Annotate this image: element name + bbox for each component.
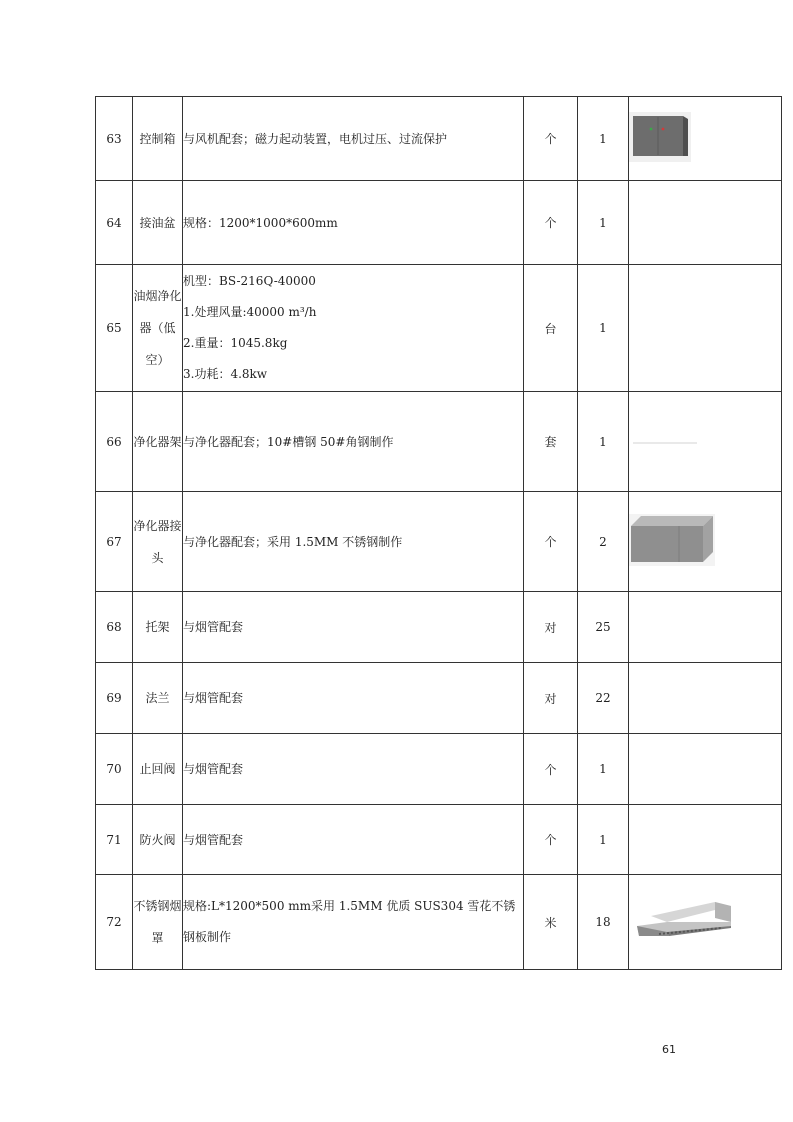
item-image-cell [629, 97, 782, 181]
item-description [183, 265, 524, 392]
item-image-cell [629, 663, 782, 734]
description-line: 与烟管配套 [183, 762, 244, 776]
page-number: 61 [662, 1043, 676, 1056]
item-quantity: 1 [578, 392, 629, 492]
description-line: 1.处理风量:40000 m³/h [183, 305, 317, 319]
item-quantity: 18 [578, 875, 629, 970]
table-row [96, 875, 782, 970]
item-number: 66 [96, 392, 133, 492]
item-description [183, 492, 524, 592]
description-line: 规格：1200*1000*600mm [183, 215, 338, 230]
item-unit: 对 [524, 592, 578, 663]
table-row [96, 181, 782, 265]
item-unit: 个 [524, 805, 578, 875]
item-number: 72 [96, 875, 133, 970]
item-description [183, 663, 524, 734]
hood-image [629, 896, 735, 946]
item-unit: 个 [524, 97, 578, 181]
item-image-cell [629, 734, 782, 805]
description-line: 与净化器配套；采用 1.5MM 不锈钢制作 [183, 534, 403, 549]
item-name: 止回阀 [133, 734, 183, 805]
item-image-cell [629, 392, 782, 492]
item-number: 64 [96, 181, 133, 265]
item-quantity: 1 [578, 734, 629, 805]
item-name: 净化器接头 [133, 492, 183, 592]
description-line: 规格:L*1200*500 mm采用 1.5MM 优质 SUS304 雪花不锈钢板制作 [183, 899, 516, 944]
item-quantity: 25 [578, 592, 629, 663]
rack-image [629, 440, 699, 446]
description-line: 3.功耗：4.8kw [183, 367, 268, 381]
item-unit: 个 [524, 181, 578, 265]
item-number: 69 [96, 663, 133, 734]
description-line: 2.重量：1045.8kg [183, 336, 288, 350]
item-unit: 米 [524, 875, 578, 970]
control-box-image [629, 112, 691, 162]
table-row [96, 265, 782, 392]
item-number: 65 [96, 265, 133, 392]
connector-image [629, 514, 715, 566]
item-number: 68 [96, 592, 133, 663]
table-row [96, 663, 782, 734]
table-row [96, 805, 782, 875]
item-number: 63 [96, 97, 133, 181]
item-name: 不锈钢烟罩 [133, 875, 183, 970]
item-image-cell [629, 805, 782, 875]
item-name: 净化器架 [133, 392, 183, 492]
item-name: 法兰 [133, 663, 183, 734]
item-unit: 个 [524, 734, 578, 805]
table-row [96, 734, 782, 805]
item-description [183, 181, 524, 265]
item-image-cell [629, 181, 782, 265]
item-image-cell [629, 592, 782, 663]
table-row [96, 592, 782, 663]
item-description [183, 97, 524, 181]
item-quantity: 1 [578, 265, 629, 392]
description-line: 与烟管配套 [183, 691, 244, 705]
item-quantity: 1 [578, 97, 629, 181]
table-row [96, 492, 782, 592]
table-row [96, 392, 782, 492]
item-name: 防火阀 [133, 805, 183, 875]
item-quantity: 22 [578, 663, 629, 734]
item-name: 控制箱 [133, 97, 183, 181]
item-image-cell [629, 265, 782, 392]
item-description [183, 392, 524, 492]
item-name: 托架 [133, 592, 183, 663]
item-description [183, 592, 524, 663]
item-description [183, 734, 524, 805]
description-line: 与烟管配套 [183, 620, 244, 634]
item-image-cell [629, 875, 782, 970]
item-quantity: 2 [578, 492, 629, 592]
table-row [96, 97, 782, 181]
item-description [183, 805, 524, 875]
description-line: 与风机配套；磁力起动装置，电机过压、过流保护 [183, 131, 448, 146]
item-name: 接油盆 [133, 181, 183, 265]
item-name: 油烟净化器（低空） [133, 265, 183, 392]
description-line: 与净化器配套；10#槽钢 50#角钢制作 [183, 434, 394, 449]
equipment-table [95, 96, 782, 970]
item-unit: 套 [524, 392, 578, 492]
description-line: 与烟管配套 [183, 832, 244, 847]
item-number: 70 [96, 734, 133, 805]
item-unit: 个 [524, 492, 578, 592]
description-line: 机型：BS-216Q-40000 [183, 274, 316, 288]
item-quantity: 1 [578, 805, 629, 875]
item-unit: 对 [524, 663, 578, 734]
item-description [183, 875, 524, 970]
item-number: 67 [96, 492, 133, 592]
item-number: 71 [96, 805, 133, 875]
item-quantity: 1 [578, 181, 629, 265]
item-image-cell [629, 492, 782, 592]
item-unit: 台 [524, 265, 578, 392]
